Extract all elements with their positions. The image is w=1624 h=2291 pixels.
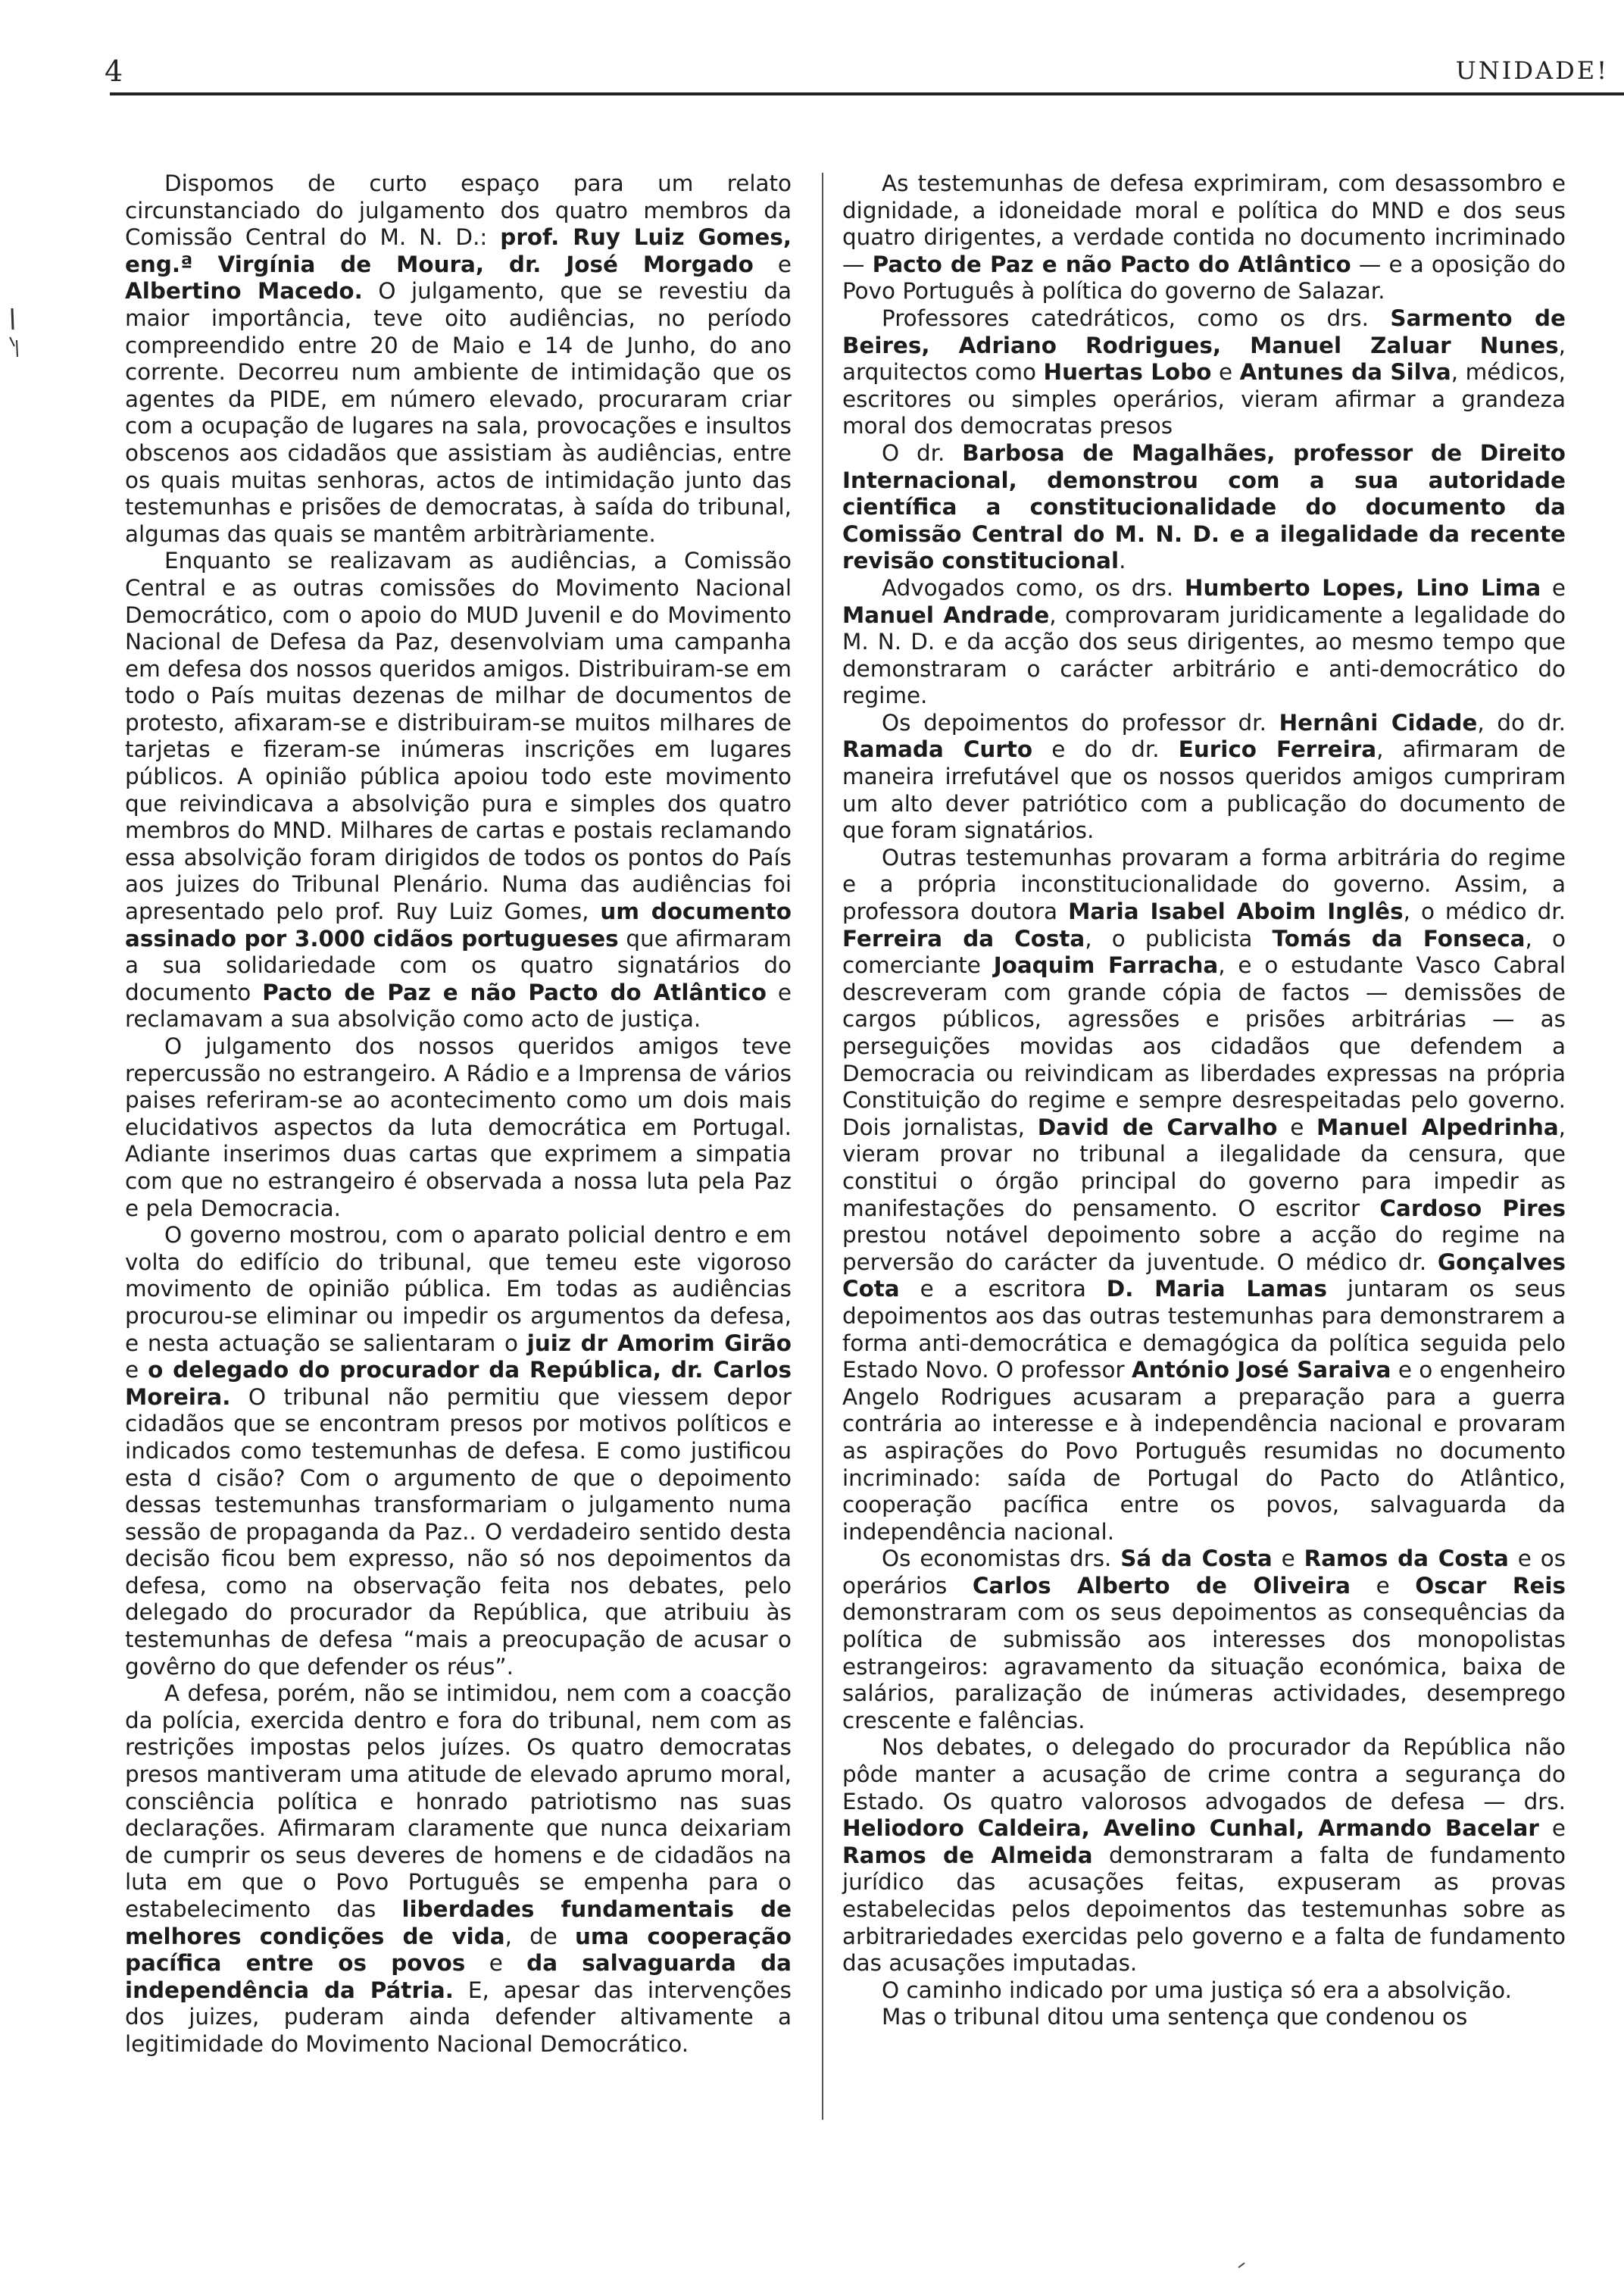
paragraph: As testemunhas de defesa exprimiram, com desassombro e dignidade, a idoneidade moral e política do MND e dos seus quatro dirigentes, a verdade contida no documento incriminado — Pacto de Paz e não Pacto do Atlântico — e a oposição do Povo Português à política do governo de Salazar.	[842, 170, 1566, 305]
newspaper-masthead: UNIDADE!	[1455, 56, 1609, 85]
paragraph: O dr. Barbosa de Magalhães, professor de Direito Internacional, demonstrou com a sua autoridade científica a constitucionalidade do documento da Comissão Central do M. N. D. e a ilegalidade da recente revisão constitucional.	[842, 439, 1566, 574]
column-divider	[822, 173, 823, 2120]
stray-ink-mark-icon	[1237, 2261, 1248, 2269]
paragraph: Advogados como, os drs. Humberto Lopes, Lino Lima e Manuel Andrade, comprovaram juridicamente a legalidade do M. N. D. e da acção dos seus dirigentes, ao mesmo tempo que demonstraram o carácter arbitrário e anti-democrático do regime.	[842, 574, 1566, 709]
page-number: 4	[105, 55, 123, 88]
paragraph: Outras testemunhas provaram a forma arbitrária do regime e a própria inconstitucionalidade do governo. Assim, a professora doutora Maria Isabel Aboim Inglês, o médico dr. Ferreira da Costa, o publicista Tomás da Fonseca, o comerciante Joaquim Farracha, e o estudante Vasco Cabral descreveram com grande cópia de factos — demissões de cargos públicos, agressões e prisões arbitrárias — as perseguições movidas aos cidadãos que defendem a Democracia ou reivindicam as liberdades expressas na própria Constituição do regime e sempre desrespeitadas pelo governo. Dois jornalistas, David de Carvalho e Manuel Alpedrinha, vieram provar no tribunal a ilegalidade da censura, que constitui o órgão principal do governo para impedir as manifestações do pensamento. O escritor Cardoso Pires prestou notável depoimento sobre a acção do regime na perversão do carácter da juventude. O médico dr. Gonçalves Cota e a escritora D. Maria Lamas juntaram os seus depoimentos aos das outras testemunhas para demonstrarem a forma anti-democrática e demagógica da política seguida pelo Estado Novo. O professor António José Saraiva e o engenheiro Angelo Rodrigues acusaram a preparação para a guerra contrária ao interesse e à independência nacional e provaram as aspirações do Povo Português resumidas no documento incriminado: saída de Portugal do Pacto do Atlântico, cooperação pacífica entre os povos, salvaguarda da independência nacional.	[842, 844, 1566, 1545]
right-column	[842, 170, 1566, 2031]
paragraph: O julgamento dos nossos queridos amigos teve repercussão no estrangeiro. A Rádio e a Imprensa de vários paises referiram-se ao acontecimento como um dois mais elucidativos aspectos da luta democrática em Portugal. Adiante inserimos duas cartas que exprimem a simpatia com que no estrangeiro é observada a nossa luta pela Paz e pela Democracia.	[125, 1033, 792, 1221]
paragraph: A defesa, porém, não se intimidou, nem com a coacção da polícia, exercida dentro e fora do tribunal, nem com as restrições impostas pelos juízes. Os quatro democratas presos mantiveram uma atitude de elevado aprumo moral, consciência política e honrado patriotismo nas suas declarações. Afirmaram claramente que nunca deixariam de cumprir os seus deveres de homens e de cidadãos na luta em que o Povo Português se empenha para o estabelecimento das liberdades fundamentais de melhores condições de vida, de uma cooperação pacífica entre os povos e da salvaguarda da independência da Pátria. E, apesar das intervenções dos juizes, puderam ainda defender altivamente a legitimidade do Movimento Nacional Democrático.	[125, 1680, 792, 2057]
paragraph: Professores catedráticos, como os drs. Sarmento de Beires, Adriano Rodrigues, Manuel Zaluar Nunes, arquitectos como Huertas Lobo e Antunes da Silva, médicos, escritores ou simples operários, vieram afirmar a grandeza moral dos democratas presos	[842, 305, 1566, 439]
paragraph: Os economistas drs. Sá da Costa e Ramos da Costa e os operários Carlos Alberto de Oliveira e Oscar Reis demonstraram com os seus depoimentos as consequências da política de submissão aos interesses dos monopolistas estrangeiros: agravamento da situação económica, baixa de salários, paralização de inúmeras actividades, desemprego crescente e falências.	[842, 1546, 1566, 1733]
paragraph: Dispomos de curto espaço para um relato circunstanciado do julgamento dos quatro membros da Comissão Central do M. N. D.: prof. Ruy Luiz Gomes, eng.ª Virgínia de Moura, dr. José Morgado e Albertino Macedo. O julgamento, que se revestiu da maior importância, teve oito audiências, no período compreendido entre 20 de Maio e 14 de Junho, do ano corrente. Decorreu num ambiente de intimidação que os agentes da PIDE, em número elevado, procuraram criar com a ocupação de lugares na sala, provocações e insultos obscenos aos cidadãos que assistiam às audiências, entre os quais muitas senhoras, actos de intimidação junto das testemunhas e prisões de democratas, à saída do tribunal, algumas das quais se mantêm arbitràriamente.	[125, 170, 792, 547]
paragraph: Os depoimentos do professor dr. Hernâni Cidade, do dr. Ramada Curto e do dr. Eurico Ferreira, afirmaram de maneira irrefutável que os nossos queridos amigos cumpriram um alto dever patriótico com a publicação do documento de que foram signatários.	[842, 709, 1566, 844]
paragraph: O governo mostrou, com o aparato policial dentro e em volta do edifício do tribunal, que temeu este vigoroso movimento de opinião pública. Em todas as audiências procurou-se eliminar ou impedir os argumentos da defesa, e nesta actuação se salientaram o juiz dr Amorim Girão e o delegado do procurador da República, dr. Carlos Moreira. O tribunal não permitiu que viessem depor cidadãos que se encontram presos por motivos políticos e indicados como testemunhas de defesa. E como justificou esta d cisão? Com o argumento de que o depoimento dessas testemunhas transformariam o julgamento numa sessão de propaganda da Paz.. O verdadeiro sentido desta decisão ficou bem expresso, não só nos depoimentos da defesa, como na observação feita nos debates, pelo delegado do procurador da República, que atribuiu às testemunhas de defesa “mais a preocupação de acusar o govêrno do que defender os réus”.	[125, 1222, 792, 1680]
paragraph: Mas o tribunal ditou uma sentença que condenou os	[882, 2004, 1468, 2030]
headline-container	[0, 98, 1624, 182]
paragraph: O caminho indicado por uma justiça só era a absolvição.	[882, 1977, 1512, 2003]
margin-scribble-icon	[8, 307, 26, 360]
left-column	[125, 170, 792, 2058]
paragraph: Nos debates, o delegado do procurador da República não pôde manter a acusação de crime contra a segurança do Estado. Os quatro valorosos advogados de defesa — drs. Heliodoro Caldeira, Avelino Cunhal, Armando Bacelar e Ramos de Almeida demonstraram a falta de fundamento jurídico das acusações feitas, expuseram as provas estabelecidas pelos depoimentos das testemunhas sobre as arbitrariedades exercidas pelo governo e a falta de fundamento das acusações imputadas.	[842, 1734, 1566, 1977]
paragraph: Enquanto se realizavam as audiências, a Comissão Central e as outras comissões do Movimento Nacional Democrático, com o apoio do MUD Juvenil e do Movimento Nacional de Defesa da Paz, desenvolviam uma campanha em defesa dos nossos queridos amigos. Distribuiram-se em todo o País muitas dezenas de milhar de documentos de protesto, afixaram-se e distribuiram-se muitos milhares de tarjetas e fizeram-se inúmeras inscrições em lugares públicos. A opinião pública apoiou todo este movimento que reivindicava a absolvição pura e simples dos quatro membros do MND. Milhares de cartas e postais reclamando essa absolvição foram dirigidos de todos os pontos do País aos juizes do Tribunal Plenário. Numa das audiências foi apresentado pelo prof. Ruy Luiz Gomes, um documento assinado por 3.000 cidãos portugueses que afirmaram a sua solidariedade com os quatro signatários do documento Pacto de Paz e não Pacto do Atlântico e reclamavam a sua absolvição como acto de justiça.	[125, 548, 792, 1033]
header-rule	[110, 92, 1624, 95]
